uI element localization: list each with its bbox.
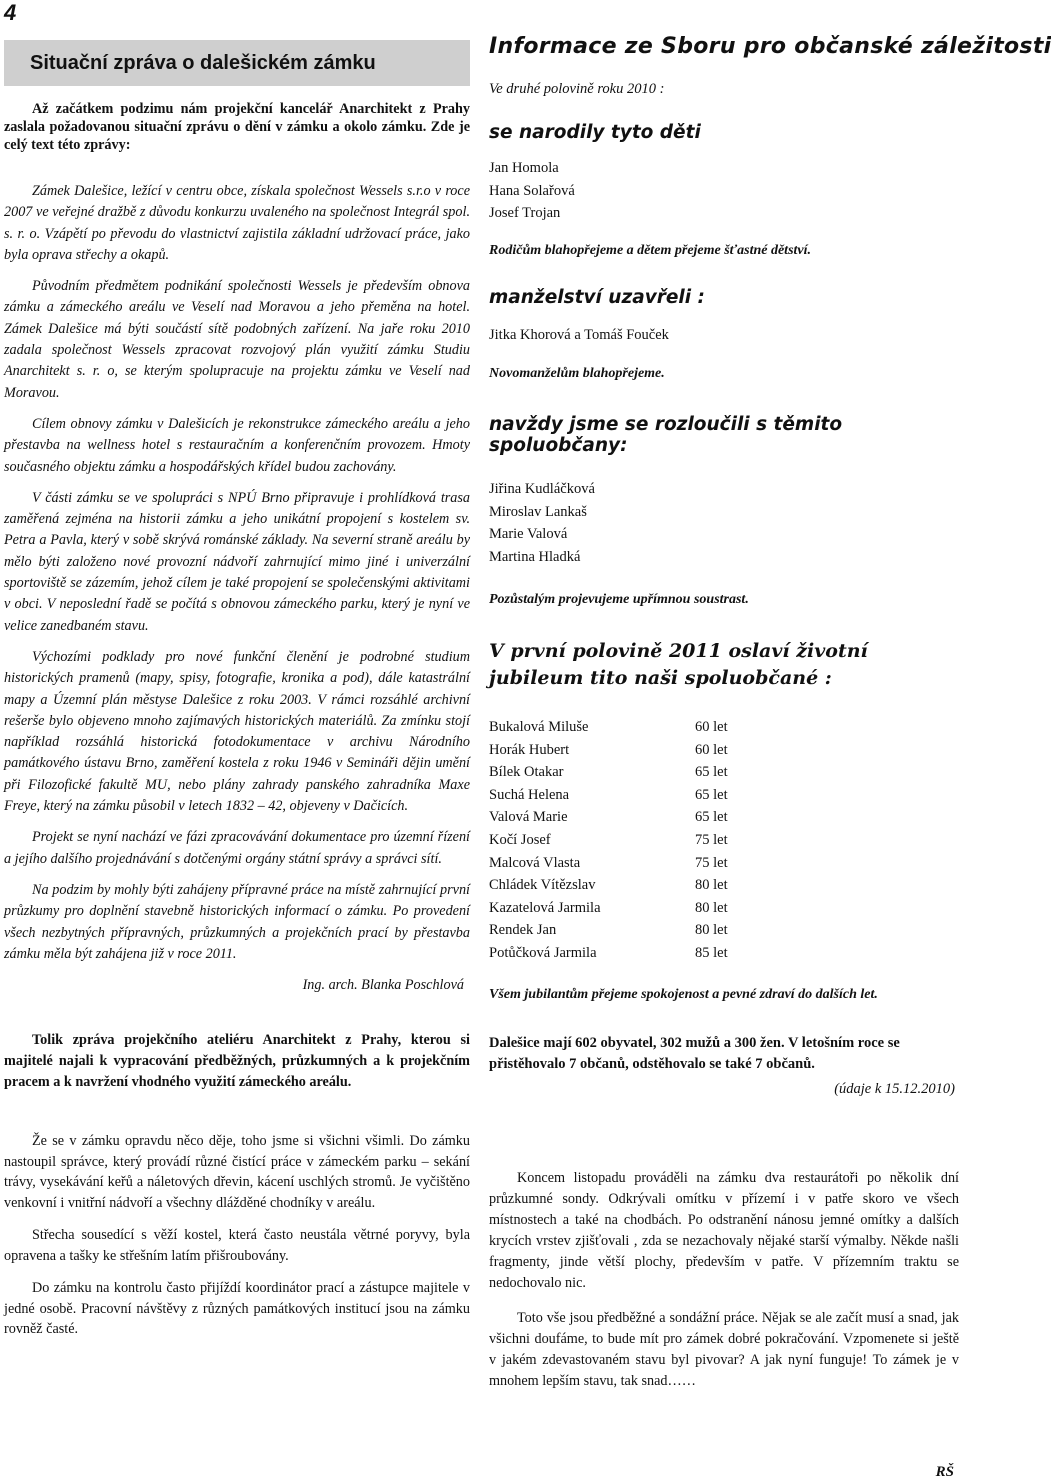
spoz-title: Informace ze Sboru pro občanské záležitosti [489, 34, 1051, 59]
page-number: 4 [4, 0, 17, 25]
report-paragraph: Na podzim by mohly býti zahájeny přípravné práce na místě zahrnující první průzkumy pro doplnění stavebně historických informací o zámku. Po provedení všech nezbytných přípravných, průzkumných a projekčních prací by přestavba zámku měla být zahájena již v roce 2011. [4, 881, 470, 962]
article-intro: Až začátkem podzimu nám projekční kancelář Anarchitekt z Prahy zaslala požadovanou situační zprávu o dění v zámku a okolo zámku. Zde je celý text této zprávy: [4, 101, 470, 153]
jubilee-age: 85 let [695, 944, 728, 961]
jubilee-name: Potůčková Jarmila [489, 944, 597, 961]
jubilee-name: Suchá Helena [489, 786, 570, 803]
married-heading: manželství uzavřeli : [489, 286, 705, 308]
jubilee-name: Kazatelová Jarmila [489, 899, 601, 916]
jubilee-age: 75 let [695, 831, 728, 848]
followup-paragraph: Do zámku na kontrolu často přijíždí koordinátor prací a zástupce majitele v jedné osobě. Pracovní návštěvy z různých památkových institucí jsou na zámku rovněž časté. [4, 1280, 470, 1338]
left-column [4, 40, 470, 1340]
jubilee-name: Horák Hubert [489, 741, 570, 758]
report-paragraph: Projekt se nyní nachází ve fázi zpracovávání dokumentace pro územní řízení a jejího dalšího projednávání s dotčenými orgány státní správy a správci sítí. [4, 829, 470, 867]
jubilee-name: Chládek Vítězslav [489, 877, 596, 894]
table-row [489, 716, 959, 739]
table-row [489, 806, 959, 829]
report-paragraph: Zámek Dalešice, ležící v centru obce, získala společnost Wessels s.r.o v roce 2007 ve veřejné dražbě z důvodu konkurzu uvaleného na společnost Integrál spol. s. r. o. Vzápětí po převodu do vlastnictví zajistila základní udržovací práce, jako byla oprava střechy a okapů. [4, 183, 470, 263]
jubilee-age: 80 let [695, 877, 728, 894]
list-item: Miroslav Lankaš [489, 503, 587, 520]
married-wish: Novomanželům blahopřejeme. [489, 366, 665, 381]
closing-note: Tolik zpráva projekčního ateliéru Anarchitekt z Prahy, kterou si majitelé najali k vypracování předběžných, průzkumných a k projekčním pracem a k navržení vhodného využití zámeckého areálu. [4, 1032, 470, 1091]
restoration-paragraph: Toto vše jsou předběžné a sondážní práce. Nějak se ale začít musí a snad, jak všichni doufáme, to bude mít pro zámek dobré pokračování. Vzpomenete si ještě v jakém zdevastovaném stavu byl pivovar? A jak nyní funguje! To zámek je v mnohem lepším stavu, tak snad…… [489, 1309, 959, 1389]
stats-source: (údaje k 15.12.2010) [834, 1080, 955, 1097]
born-heading: se narodily tyto děti [489, 122, 701, 143]
jubilee-age: 60 let [695, 719, 728, 735]
table-row [489, 829, 959, 852]
jubilee-age: 80 let [695, 899, 728, 916]
spoz-subtitle: Ve druhé polovině roku 2010 : [489, 81, 665, 97]
list-item: Jiřina Kudláčková [489, 481, 595, 497]
jubilee-heading: V první polovině 2011 oslaví životní jubileum tito naši spoluobčané : [489, 640, 868, 689]
jubilee-age: 60 let [695, 741, 728, 758]
list-item: Hana Solařová [489, 182, 575, 199]
jubilee-name: Bílek Otakar [489, 764, 564, 781]
table-row [489, 784, 959, 807]
restoration-paragraph: Koncem listopadu prováděli na zámku dva restaurátoři po několik dní průzkumné sondy. Odkrývali omítku v přízemí i v patře skoro ve všech místnostech a také na chodbách. Po odstranění nánosu jemné omítky a dalších krycích vrstev zjišťovali , zda se nezachovaly nějaké starší výmalby. Někde našli fragmenty, jinde větší plochy, především v patře. V přízemním traktu se nedochovalo nic. [489, 1169, 959, 1291]
died-wish: Pozůstalým projevujeme upřímnou soustrast. [489, 592, 749, 607]
list-item: Jitka Khorová a Tomáš Fouček [489, 326, 669, 343]
followup-paragraph: Střecha sousedící s věží kostel, která často neustála větrné poryvy, byla opravena a tašky ke střešním latím přišroubovány. [4, 1227, 470, 1264]
followup-paragraph: Že se v zámku opravdu něco děje, toho jsme si všichni všimli. Do zámku nastoupil správce, který provádí různé čistící práce v zámeckém parku – sekání trávy, vysekávání keřů a náletových dřevin, kácení uschlých stromů. Je vyčištěno venkovní i vnitřní nádvoří a všechny dlážděné chodníky v areálu. [4, 1133, 470, 1211]
report-paragraph: Původním předmětem podnikání společnosti Wessels je především obnova zámku a zámeckého areálu ve Veselí nad Moravou a jeho přeměna na hotel. Zámek Dalešice má býti součástí sítě podobných zařízení. Na jaře roku 2010 zadala společnost Wessels zpracovat rozvojový plán využití zámku Studiu Anarchitekt s. r. o, se kterým spolupracuje na projektu zámku ve Veselí nad Moravou. [4, 278, 470, 401]
jubilee-age: 65 let [695, 809, 728, 826]
born-wish: Rodičům blahopřejeme a dětem přejeme šťastné dětství. [489, 242, 812, 258]
right-column [489, 34, 1051, 1392]
article-title: Situační zpráva o dalešickém zámku [4, 40, 470, 86]
jubilee-name: Kočí Josef [489, 831, 551, 848]
table-row [489, 739, 959, 762]
jubilee-name: Valová Marie [489, 809, 568, 826]
jubilee-name: Malcová Vlasta [489, 854, 581, 871]
married-list [489, 324, 959, 347]
table-row [489, 942, 959, 965]
jubilee-name: Bukalová Miluše [489, 719, 589, 735]
author-initials: RŠ [935, 1464, 954, 1480]
list-item: Martina Hladká [489, 548, 581, 565]
jubilee-table [489, 716, 959, 965]
jubilee-age: 80 let [695, 922, 728, 939]
table-row [489, 761, 959, 784]
list-item: Marie Valová [489, 526, 568, 542]
jubilee-name: Rendek Jan [489, 922, 557, 939]
jubilee-age: 65 let [695, 786, 728, 803]
table-row [489, 874, 959, 897]
report-paragraph: Výchozími podklady pro nové funkční členění je podrobné studium historických pramenů (mapy, spisy, fotografie, kronika a pod), dále katastrální mapy a Územní plán městyse Dalešice z roku 2003. V rámci rozsáhlé archivní rešerše bylo objeveno mnoho zajímavých historických materiálů. Za zmínku stojí například rozsáhlá historická fotodokumentace v archivu Národního památkového ústavu Brno, zaměření kostela z roku 1946 v Semináři dějin umění při Filozofické fakultě MU, nebo plány zahrady panského zahradníka Maxe Freye, který na zámku působil v letech 1832 – 42, objeveny v Dačicích. [4, 648, 470, 815]
table-row [489, 919, 959, 942]
report-signature: Ing. arch. Blanka Poschlová [302, 977, 464, 994]
died-heading: navždy jsme se rozloučili s těmito spoluobčany: [489, 414, 843, 456]
born-list [489, 157, 959, 225]
table-row [489, 852, 959, 875]
list-item: Josef Trojan [489, 205, 561, 221]
report-paragraph: V části zámku se ve spolupráci s NPÚ Brno připravuje i prohlídková trasa zaměřená zejména na historii zámku a jeho unikátní propojení s kostelem sv. Petra a Pavla, který v sobě skrývá románské základy. Na severní straně areálu by mělo býti založeno nové provozní nádvoří zahrnující mimo jiné i univerzální sportoviště se zázemím, jehož cílem je také propojení se společenskými aktivitami v obci. V neposlední řadě se počítá s obnovou zámeckého parku, který je nyní ve velice zanedbaném stavu. [4, 489, 470, 634]
jubilee-age: 75 let [695, 854, 728, 871]
jubilee-wish: Všem jubilantům přejeme spokojenost a pevné zdraví do dalších let. [489, 986, 878, 1002]
population-stats: Dalešice mají 602 obyvatel, 302 mužů a 300 žen. V letošním roce se přistěhovalo 7 občanů, odstěhovalo se také 7 občanů. [489, 1034, 900, 1072]
report-paragraph: Cílem obnovy zámku v Dalešicích je rekonstrukce zámeckého areálu a jeho přestavba na wellness hotel s restauračním a konferenčním provozem. Hmoty současného objektu zámku a hospodářských křídel budou zachovány. [4, 415, 470, 475]
died-list [489, 478, 959, 568]
jubilee-age: 65 let [695, 764, 728, 781]
list-item: Jan Homola [489, 160, 559, 176]
table-row [489, 897, 959, 920]
